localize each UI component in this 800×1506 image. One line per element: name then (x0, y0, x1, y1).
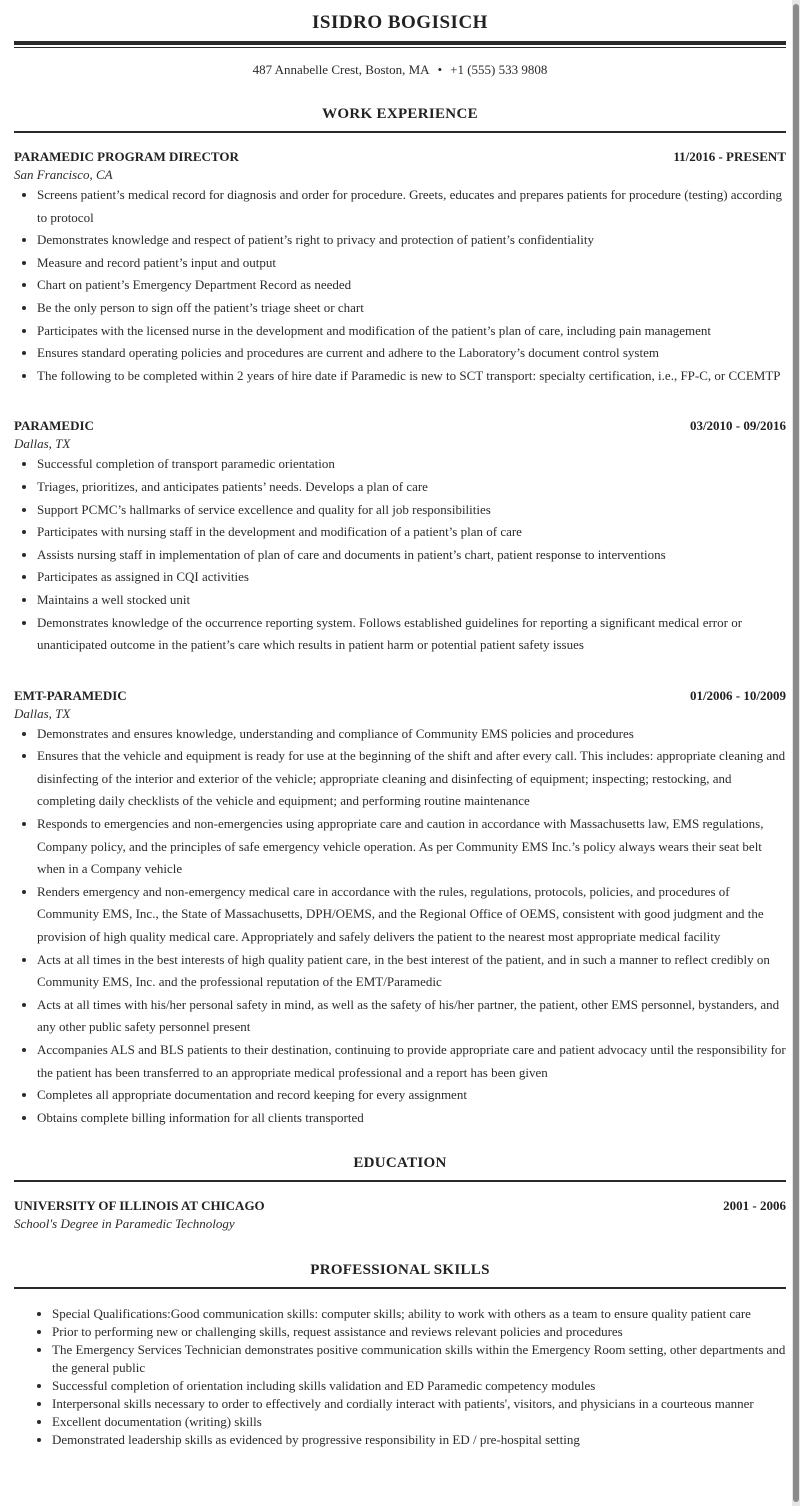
job-entry (14, 417, 786, 656)
duty-item: • Renders emergency and non-emergency medical care in accordance with the rules, regulations, protocols, policies, and procedures of Community EMS, Inc., the State of Massachusetts, DPH/OEMS, and the Regional Office of OEMS, consistent with good judgment and the provision of high quality medical care. Appropriately and safely delivers the patient to the nearest most appropriate medical facility (37, 881, 786, 949)
duty-list (14, 453, 786, 656)
job-dates: 11/2016 - PRESENT (673, 149, 786, 164)
job-title: EMT-PARAMEDIC (14, 687, 127, 703)
duty-item: • Participates as assigned in CQI activities (37, 566, 786, 589)
school-name: UNIVERSITY OF ILLINOIS AT CHICAGO (14, 1198, 265, 1214)
resume-page (14, 0, 786, 1449)
skill-item: • The Emergency Services Technician demonstrates positive communication skills within the Emergency Room setting, other departments and the general public (52, 1341, 786, 1377)
duty-item: • Participates with the licensed nurse in the development and modification of the patient’s plan of care, including pain management (37, 320, 786, 343)
duty-item: • Accompanies ALS and BLS patients to their destination, continuing to provide appropriate care and patient advocacy until the responsibility for the patient has been transferred to an appropriate medical professional and a report has been given (37, 1039, 786, 1084)
header-rule-thin (14, 47, 786, 48)
skill-item: • Interpersonal skills necessary to order to effectively and cordially interact with patients', visitors, and physicians in a courteous manner (52, 1395, 786, 1413)
contact-line (14, 61, 786, 78)
duty-list (14, 184, 786, 387)
job-dates: 03/2010 - 09/2016 (689, 418, 786, 434)
skill-item: • Successful completion of orientation including skills validation and ED Paramedic competency modules (52, 1377, 786, 1395)
education-header (14, 1197, 786, 1215)
candidate-name: ISIDRO BOGISICH (312, 12, 488, 33)
duty-item: • Chart on patient’s Emergency Department Record as needed (37, 274, 786, 297)
job-title: PARAMEDIC (14, 418, 94, 434)
duty-item: • Acts at all times in the best interests of high quality patient care, in the best interest of the patient, and in such a manner to reflect credibly on Community EMS, Inc. and the professional reputation of the EMT/Paramedic (37, 949, 786, 994)
duty-list (14, 723, 786, 1130)
duty-item: • Demonstrates and ensures knowledge, understanding and compliance of Community EMS policies and procedures (37, 723, 786, 746)
duty-item: • Maintains a well stocked unit (37, 589, 786, 612)
skill-item: • Special Qualifications:Good communication skills: computer skills; ability to work with others as a team to ensure quality patient care (52, 1305, 786, 1323)
duty-item: • The following to be completed within 2 years of hire date if Paramedic is new to SCT transport: specialty certification, i.e., FP-C, or CCEMTP (37, 365, 786, 388)
section-title-skills: PROFESSIONAL SKILLS (310, 1262, 490, 1279)
phone: +1 (555) 533 9808 (450, 62, 548, 77)
section-title-education: EDUCATION (353, 1155, 447, 1172)
job-entry (14, 687, 786, 1130)
job-location: Dallas, TX (14, 705, 71, 721)
duty-item: • Completes all appropriate documentation and record keeping for every assignment (37, 1084, 786, 1107)
section-title-work: WORK EXPERIENCE (322, 106, 478, 122)
duty-item: • Obtains complete billing information for all clients transported (37, 1107, 786, 1130)
contact-separator: • (437, 62, 443, 77)
job-header (14, 687, 786, 705)
skill-item: • Prior to performing new or challenging skills, request assistance and reviews relevant policies and procedures (52, 1323, 786, 1341)
duty-item: • Successful completion of transport paramedic orientation (37, 453, 786, 476)
duty-item: • Support PCMC’s hallmarks of service excellence and quality for all job responsibilities (37, 499, 786, 522)
job-location: Dallas, TX (14, 436, 71, 452)
job-title: PARAMEDIC PROGRAM DIRECTOR (14, 149, 239, 164)
skill-item: • Demonstrated leadership skills as evidenced by progressive responsibility in ED / pre-hospital setting (52, 1431, 786, 1449)
job-header (14, 148, 786, 166)
job-header (14, 417, 786, 435)
header-rule-thick (14, 41, 786, 45)
duty-item: • Demonstrates knowledge of the occurrence reporting system. Follows established guidelines for reporting a significant medical error or unanticipated outcome in the patient’s care which results in patient harm or potential patient safety issues (37, 612, 786, 657)
section-rule (14, 1180, 786, 1182)
skill-item: • Excellent documentation (writing) skills (52, 1413, 786, 1431)
degree: School's Degree in Paramedic Technology (14, 1216, 235, 1232)
section-rule (14, 1287, 786, 1289)
duty-item: • Ensures standard operating policies and procedures are current and adhere to the Laboratory’s document control system (37, 342, 786, 365)
section-rule (14, 131, 786, 133)
duty-item: • Acts at all times with his/her personal safety in mind, as well as the safety of his/her partner, the patient, other EMS personnel, bystanders, and any other public safety personnel present (37, 994, 786, 1039)
job-location: San Francisco, CA (14, 167, 113, 182)
vertical-scrollbar[interactable] (792, 0, 800, 1506)
duty-item: • Assists nursing staff in implementation of plan of care and documents in patient’s chart, patient response to interventions (37, 544, 786, 567)
duty-item: • Triages, prioritizes, and anticipates patients’ needs. Develops a plan of care (37, 476, 786, 499)
duty-item: • Participates with nursing staff in the development and modification of a patient’s plan of care (37, 521, 786, 544)
skills-list (14, 1305, 786, 1449)
scrollbar-thumb[interactable] (793, 4, 799, 1502)
address: 487 Annabelle Crest, Boston, MA (252, 62, 430, 77)
job-dates: 01/2006 - 10/2009 (689, 687, 786, 703)
duty-item: • Ensures that the vehicle and equipment is ready for use at the beginning of the shift and after every call. This includes: appropriate cleaning and disinfecting of the interior and exterior of the vehicle; appropriate cleaning and disinfecting of equipment; inspecting; restocking, and completing daily checklists of the vehicle and equipment; and performing routine maintenance (37, 745, 786, 813)
education-entry (14, 1197, 786, 1233)
duty-item: • Measure and record patient’s input and output (37, 252, 786, 275)
duty-item: • Demonstrates knowledge and respect of patient’s right to privacy and protection of patient’s confidentiality (37, 229, 786, 252)
duty-item: • Responds to emergencies and non-emergencies using appropriate care and caution in accordance with Massachusetts law, EMS regulations, Company policy, and the principles of safe emergency vehicle operation. As per Community EMS Inc.’s policy always wears their seat belt when in a Company vehicle (37, 813, 786, 881)
education-dates: 2001 - 2006 (723, 1198, 786, 1214)
job-entry (14, 148, 786, 387)
duty-item: • Be the only person to sign off the patient’s triage sheet or chart (37, 297, 786, 320)
duty-item: • Screens patient’s medical record for diagnosis and order for procedure. Greets, educates and prepares patients for procedure (testing) according to protocol (37, 184, 786, 229)
